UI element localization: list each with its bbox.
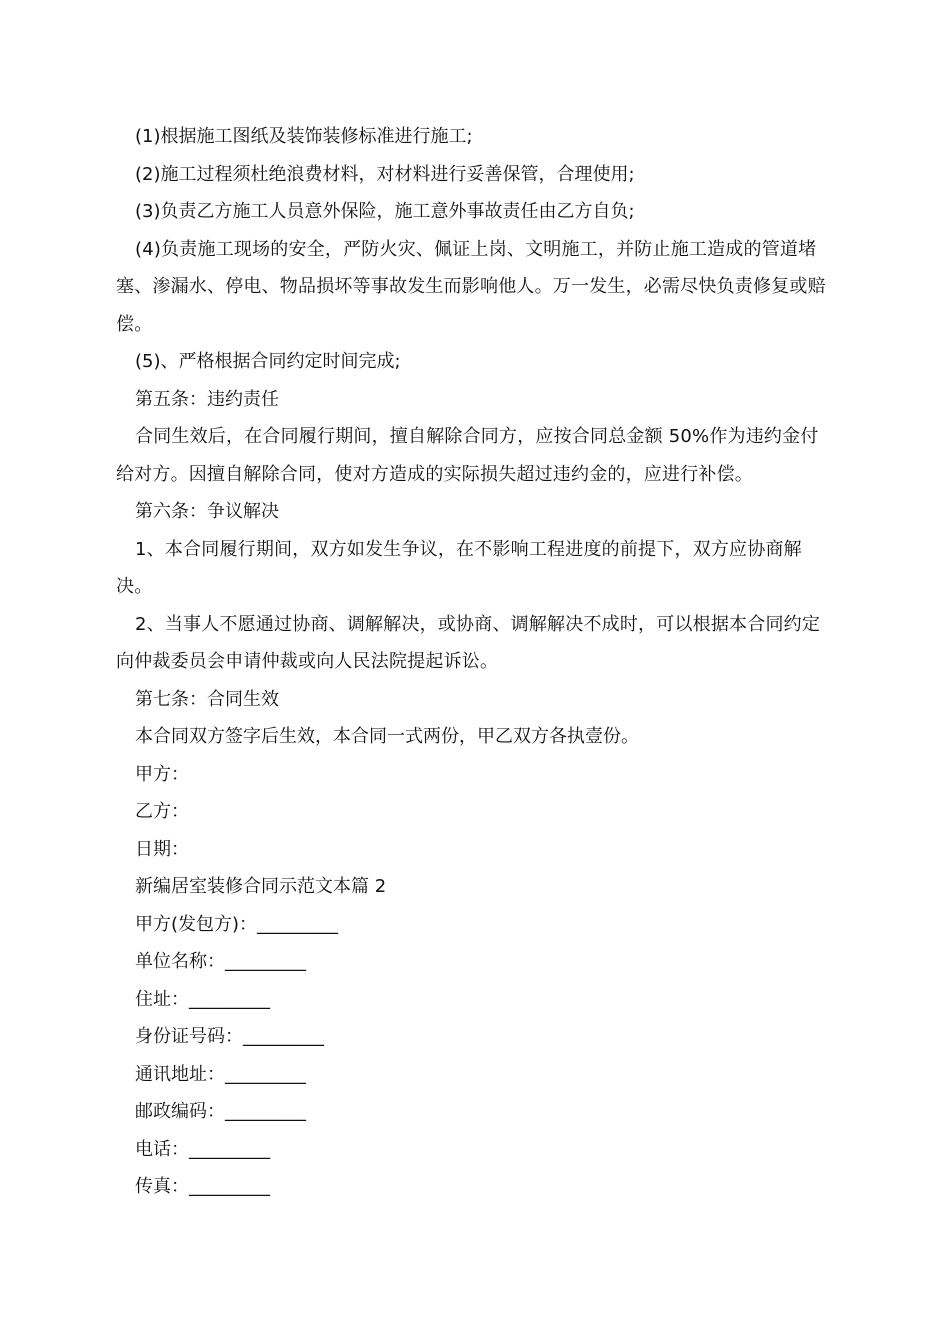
clause-item-1: (1)根据施工图纸及装饰装修标准进行施工; xyxy=(135,126,473,147)
party-a-signature: 甲方： xyxy=(135,763,189,785)
field-postal-code: 邮政编码：_________ xyxy=(135,1101,306,1122)
party-b-signature: 乙方： xyxy=(135,801,189,822)
document-body xyxy=(116,118,836,1206)
clause-item-3: (3)负责乙方施工人员意外保险，施工意外事故责任由乙方自负; xyxy=(135,201,635,222)
article-6-item-2: 2、当事人不愿通过协商、调解解决，或协商、调解解决不成时，可以根据本合同约定向仲裁委员会申请仲裁或向人民法院提起诉讼。 xyxy=(116,613,821,672)
field-id-number: 身份证号码：_________ xyxy=(135,1026,324,1047)
field-fax: 传真：_________ xyxy=(135,1176,270,1197)
clause-item-5: (5)、严格根据合同约定时间完成; xyxy=(135,351,401,372)
field-address: 住址：_________ xyxy=(135,988,270,1010)
field-phone: 电话：_________ xyxy=(135,1138,270,1160)
field-unit-name: 单位名称：_________ xyxy=(135,951,306,972)
article-7-heading: 第七条：合同生效 xyxy=(135,688,279,710)
field-party-a: 甲方(发包方)：_________ xyxy=(135,913,339,935)
article-7-text: 本合同双方签字后生效，本合同一式两份，甲乙双方各执壹份。 xyxy=(135,726,639,747)
field-mailing-address: 通讯地址：_________ xyxy=(135,1063,306,1085)
clause-item-2: (2)施工过程须杜绝浪费材料，对材料进行妥善保管，合理使用; xyxy=(135,163,635,185)
signature-date: 日期： xyxy=(135,838,189,860)
article-6-item-1: 1、本合同履行期间，双方如发生争议，在不影响工程进度的前提下，双方应协商解决。 xyxy=(116,538,802,597)
article-5-text: 合同生效后，在合同履行期间，擅自解除合同方，应按合同总金额 50%作为违约金付给对方。因擅自解除合同，使对方造成的实际损失超过违约金的，应进行补偿。 xyxy=(116,426,819,485)
clause-item-4: (4)负责施工现场的安全，严防火灾、佩证上岗、文明施工，并防止施工造成的管道堵塞、渗漏水、停电、物品损坏等事故发生而影响他人。万一发生，必需尽快负责修复或赔偿。 xyxy=(116,238,826,335)
article-6-heading: 第六条：争议解决 xyxy=(135,501,279,522)
article-5-heading: 第五条：违约责任 xyxy=(135,388,279,410)
section-title: 新编居室装修合同示范文本篇 2 xyxy=(135,876,387,897)
